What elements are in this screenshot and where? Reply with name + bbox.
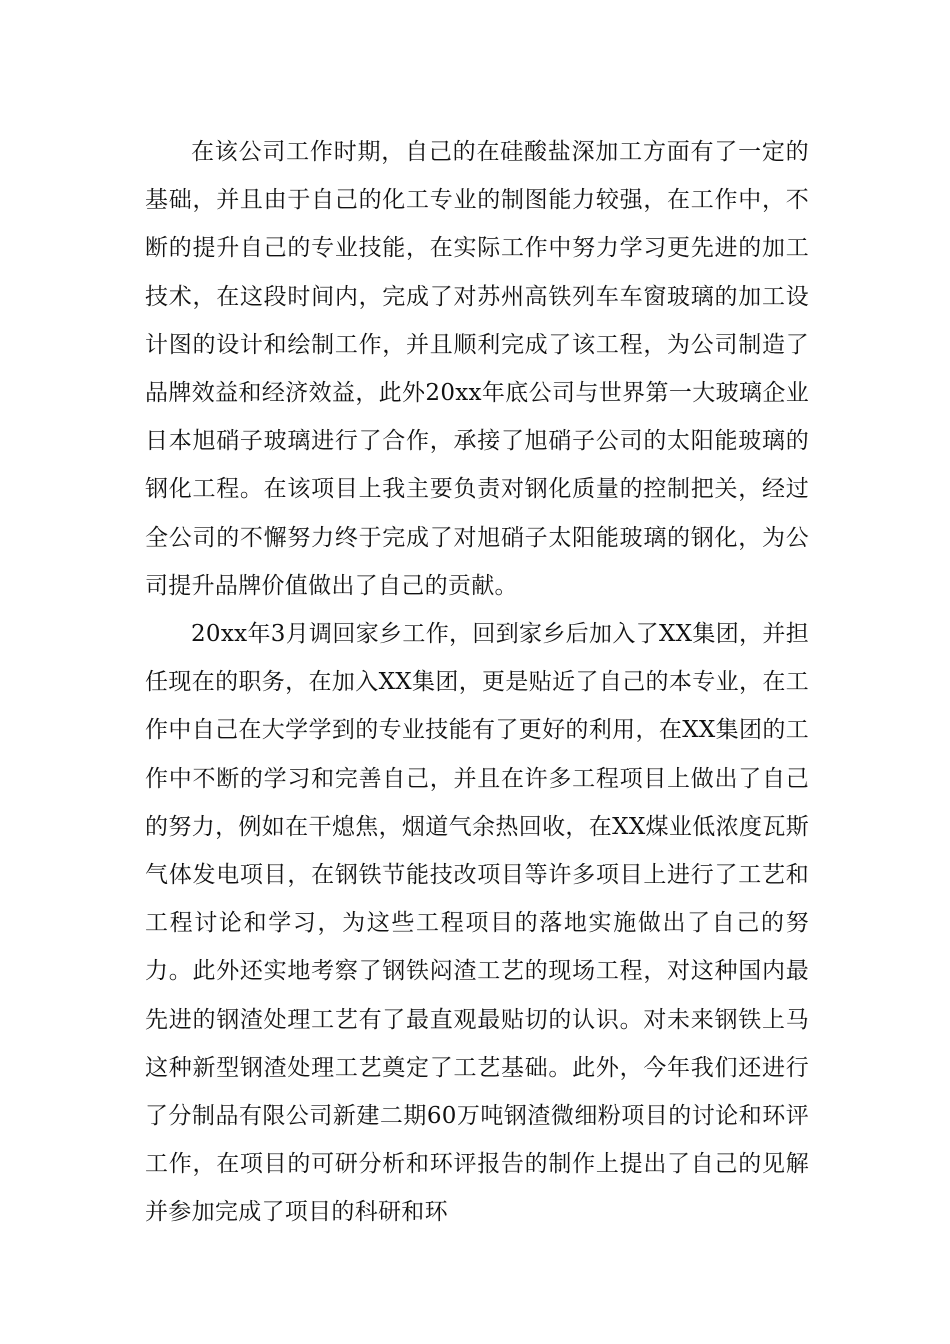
document-body (145, 128, 809, 1237)
paragraph-1: 在该公司工作时期，自己的在硅酸盐深加工方面有了一定的基础，并且由于自己的化工专业的制图能力较强，在工作中，不断的提升自己的专业技能，在实际工作中努力学习更先进的加工技术，在这段时间内，完成了对苏州高铁列车车窗玻璃的加工设计图的设计和绘制工作，并且顺利完成了该工程，为公司制造了品牌效益和经济效益，此外20xx年底公司与世界第一大玻璃企业日本旭硝子玻璃进行了合作，承接了旭硝子公司的太阳能玻璃的钢化工程。在该项目上我主要负责对钢化质量的控制把关，经过全公司的不懈努力终于完成了对旭硝子太阳能玻璃的钢化，为公司提升品牌价值做出了自己的贡献。 (145, 139, 809, 599)
paragraph-2: 20xx年3月调回家乡工作，回到家乡后加入了XX集团，并担任现在的职务，在加入XX集团，更是贴近了自己的本专业，在工作中自己在大学学到的专业技能有了更好的利用，在XX集团的工作中不断的学习和完善自己，并且在许多工程项目上做出了自己的努力，例如在干熄焦，烟道气余热回收，在XX煤业低浓度瓦斯气体发电项目，在钢铁节能技改项目等许多项目上进行了工艺和工程讨论和学习，为这些工程项目的落地实施做出了自己的努力。此外还实地考察了钢铁闷渣工艺的现场工程，对这种国内最先进的钢渣处理工艺有了最直观最贴切的认识。对未来钢铁上马这种新型钢渣处理工艺奠定了工艺基础。此外，今年我们还进行了分制品有限公司新建二期60万吨钢渣微细粉项目的讨论和环评工作，在项目的可研分析和环评报告的制作上提出了自己的见解并参加完成了项目的科研和环 (145, 621, 809, 1226)
